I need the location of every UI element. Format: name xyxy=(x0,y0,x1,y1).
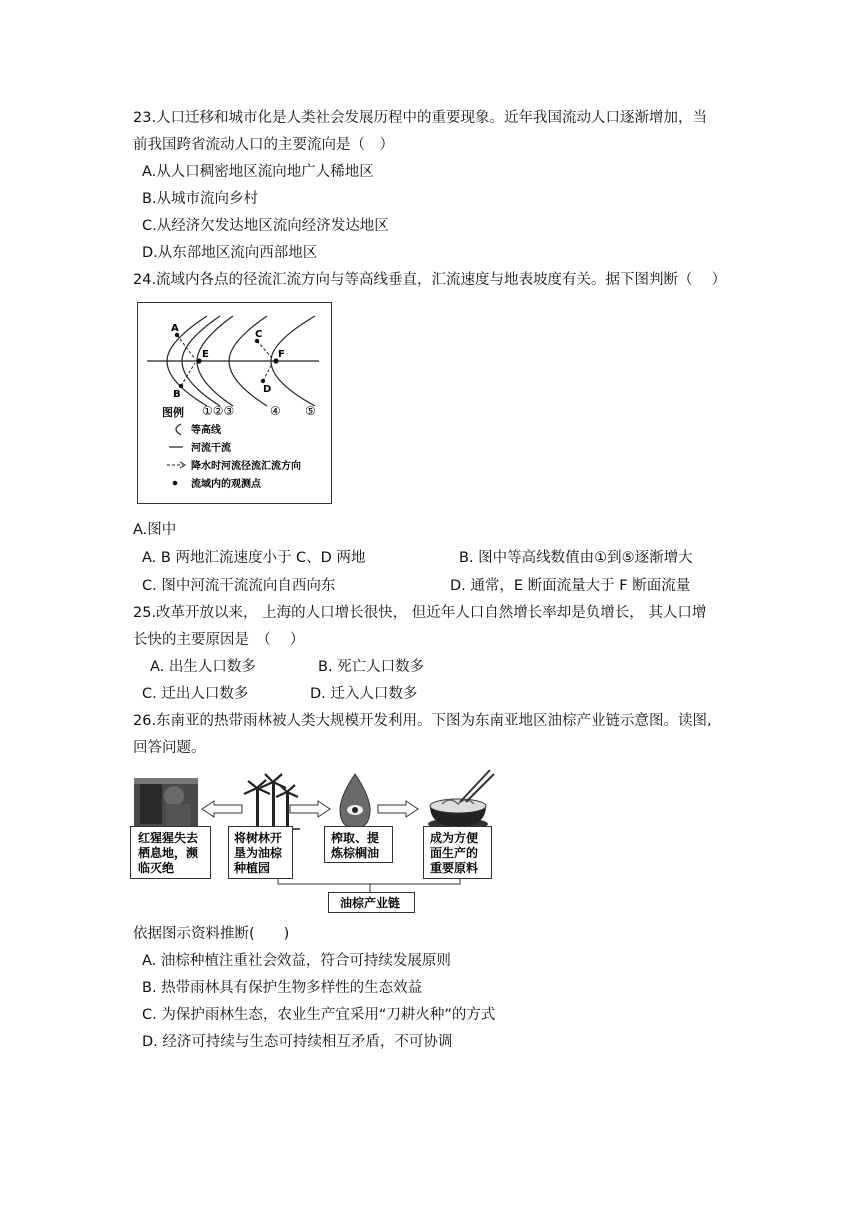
point-e-label: E xyxy=(202,349,209,360)
box-orangutan-line1: 红猩猩失去 xyxy=(138,831,199,845)
q26-lead: 依据图示资料推断( ) xyxy=(133,926,290,942)
q25-option-d: D. 迁入人口数多 xyxy=(310,686,418,702)
q26-option-c: C. 为保护雨林生态，农业生产宜采用“刀耕火种”的方式 xyxy=(142,1007,496,1023)
point-b-label: B xyxy=(173,389,181,400)
q26-figure xyxy=(130,766,500,914)
q25-stem-line1: 25.改革开放以来， 上海的人口增长很快， 但近年人口自然增长率却是负增长， 其人口增 xyxy=(133,605,707,621)
point-f-label: F xyxy=(278,349,285,360)
noodle-bowl-icon xyxy=(428,770,494,830)
legend-point-icon xyxy=(173,481,178,486)
q25-option-c: C. 迁出人口数多 xyxy=(142,686,249,702)
box-orangutan-line3: 临灭绝 xyxy=(138,861,175,875)
point-d-dot xyxy=(261,379,265,383)
q23-option-b: B.从城市流向乡村 xyxy=(142,191,259,207)
q24-lead: A.图中 xyxy=(133,522,177,538)
legend-contour: 等高线 xyxy=(191,425,221,436)
q24-option-b: B. 图中等高线数值由①到⑤逐渐增大 xyxy=(459,550,693,566)
point-e-dot xyxy=(196,358,201,363)
q25-option-b: B. 死亡人口数多 xyxy=(318,659,425,675)
q23-stem-line2: 前我国跨省流动人口的主要流向是（ ） xyxy=(133,137,394,153)
oil-drop-icon xyxy=(340,774,370,828)
legend-flow: 降水时河流径流汇流方向 xyxy=(191,461,301,472)
chain-bracket xyxy=(278,879,460,884)
contour-numbers-123: ①②③ xyxy=(202,404,235,418)
palm-oil-chain-diagram xyxy=(130,766,500,914)
point-c-label: C xyxy=(255,329,263,340)
q23-option-a: A.从人口稠密地区流向地广人稀地区 xyxy=(142,164,374,180)
contour-map xyxy=(137,302,332,504)
q24-figure xyxy=(137,302,332,504)
q23-stem-line1: 23.人口迁移和城市化是人类社会发展历程中的重要现象。近年我国流动人口逐渐增加，当 xyxy=(133,110,708,126)
arrow-right-icon xyxy=(290,801,330,817)
q26-option-d: D. 经济可持续与生态可持续相互矛盾，不可协调 xyxy=(142,1034,453,1050)
q26-option-b: B. 热带雨林具有保护生物多样性的生态效益 xyxy=(142,980,423,996)
orangutan-image xyxy=(134,778,198,828)
q25-option-a: A. 出生人口数多 xyxy=(150,659,256,675)
chain-label: 油棕产业链 xyxy=(340,896,401,910)
arrow-right-icon xyxy=(378,801,418,817)
legend-point: 流域内的观测点 xyxy=(191,479,261,490)
box-noodle-line2: 面生产的 xyxy=(430,846,479,860)
q25-stem-line2: 长快的主要原因是 （ ） xyxy=(133,632,305,648)
q26-stem-line1: 26.东南亚的热带雨林被人类大规模开发利用。下图为东南亚地区油棕产业链示意图。读图, xyxy=(133,713,712,729)
palm-tree-icon xyxy=(244,774,300,830)
contour-number-5: ⑤ xyxy=(305,404,316,418)
q26-option-a: A. 油棕种植注重社会效益，符合可持续发展原则 xyxy=(142,953,451,969)
box-extract-line1: 榨取、提 xyxy=(331,831,380,845)
point-a-label: A xyxy=(171,323,179,334)
box-noodle-line3: 重要原料 xyxy=(430,861,479,875)
point-d-label: D xyxy=(263,384,272,395)
q26-stem-line2: 回答问题。 xyxy=(133,740,206,756)
q24-stem: 24.流域内各点的径流汇流方向与等高线垂直，汇流速度与地表坡度有关。据下图判断（ ） xyxy=(133,272,727,288)
q24-option-d: D. 通常，E 断面流量大于 F 断面流量 xyxy=(450,578,691,594)
point-b-dot xyxy=(179,384,183,388)
box-noodle-line1: 成为方便 xyxy=(430,831,479,845)
box-orangutan-line2: 栖息地，濒 xyxy=(138,846,199,860)
arrow-left-icon xyxy=(202,801,242,817)
contour-number-4: ④ xyxy=(270,404,281,418)
box-plantation-line3: 种植园 xyxy=(234,861,271,875)
box-plantation-line1: 将树林开 xyxy=(234,831,283,845)
legend-river: 河流干流 xyxy=(191,443,231,454)
q24-option-c: C. 图中河流干流流向自西向东 xyxy=(142,578,336,594)
legend-title: 图例 xyxy=(162,406,184,419)
q23-option-c: C.从经济欠发达地区流向经济发达地区 xyxy=(142,218,389,234)
q24-option-a: A. B 两地汇流速度小于 C、D 两地 xyxy=(142,550,366,566)
q23-option-d: D.从东部地区流向西部地区 xyxy=(142,245,318,261)
box-plantation-line2: 垦为油棕 xyxy=(234,846,283,860)
box-extract-line2: 炼棕榈油 xyxy=(331,846,380,860)
